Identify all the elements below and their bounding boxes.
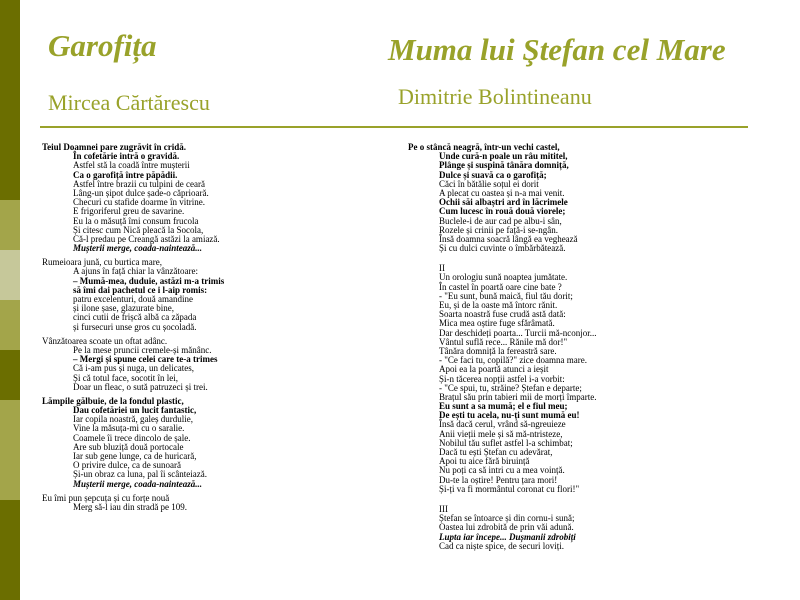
right-poem-title: Muma lui Ştefan cel Mare [388, 32, 726, 67]
poem-line: Unde cură-n poale un râu mititel, [439, 151, 568, 162]
poem-line: Dar deschideți poarta... Turcii mă-nconjor... [439, 327, 597, 338]
poem-line: Oastea lui zdrobită de prin văi adună. [439, 522, 574, 533]
poem-line: Cad ca niște spice, de securi loviți. [439, 540, 564, 551]
poem-line: Astfel stă la coadă între mușterii [73, 160, 190, 171]
sidebar-band [0, 0, 20, 200]
poem-line: Dacă tu ești Ștefan cu adevărat, [439, 447, 553, 457]
poem-line: Rozele și crinii pe față-i se-ngân. [439, 224, 558, 235]
poem-line: Vântul suflă rece... Rănile mă dor!" [439, 336, 568, 347]
poem-line: Dulce și suavă ca o garofiță; [439, 169, 547, 180]
poem-line: Mușterii merge, coada-naintează... [73, 478, 203, 489]
decorative-sidebar [0, 0, 20, 600]
sidebar-band [0, 250, 20, 300]
sidebar-band [0, 350, 20, 400]
poem-line: Și cu dulci cuvinte o îmbărbătează. [439, 243, 566, 254]
left-poem-author: Mircea Cărtărescu [48, 90, 210, 115]
poem-line: Anii vieții mele și să mă-ntristeze, [439, 428, 563, 439]
poem-line: Nu poți ca să intri cu a mea voință. [439, 465, 565, 476]
poem-line: Și că totul face, socotit în lei, [73, 372, 178, 383]
poem-line: Apoi tu aice fără biruință [439, 456, 530, 467]
poem-line: Astfel între brazii cu tulpini de ceară [73, 178, 205, 189]
poem-line: În castel în poartă oare cine bate ? [439, 281, 562, 292]
poem-line: O privire dulce, ca de sunoară [73, 460, 181, 471]
poem-line: Checuri cu stafide doarme în vitrine. [73, 197, 205, 208]
poem-line: Și citesc cum Nică pleacă la Socola, [73, 224, 204, 235]
poem-line: Brațul său prin tabieri mii de morți împarte. [439, 391, 597, 402]
poem-line: Merg să-l iau din stradă pe 109. [73, 501, 188, 512]
poem-line: Dau cofetăriei un lucit fantastic, [73, 405, 197, 416]
poem-line: Eu îmi pun șepcuța și cu forțe nouă [42, 492, 170, 503]
poem-line: – Mumă-mea, duduie, astăzi m-a trimis [73, 275, 225, 286]
poem-line: Iar sub gene lunge, ca de huricară, [73, 451, 197, 461]
poem-line: Lămpile gălbuie, de la fondul plastic, [42, 395, 184, 406]
poem-line: Apoi ea la poartă atunci a ieșit [439, 364, 549, 375]
poem-line: Ca o garofiță între păpădii. [73, 169, 178, 180]
poem-line: III [439, 503, 448, 514]
poem-line: A ajuns în față chiar la vânzătoare: [73, 266, 198, 277]
poem-line: patru excelenturi, două amandine [73, 294, 193, 304]
poem-line: Eu, și de la oaste mă întorc rănit. [439, 300, 558, 310]
poem-line: Eu sunt a sa mumă; el e fiul meu; [439, 401, 568, 412]
sidebar-band [0, 300, 20, 350]
poem-line: Du-te la oștire! Pentru țara mori! [439, 474, 558, 485]
poem-line: Că-l predau pe Creangă astăzi la amiază. [73, 233, 220, 244]
poem-line: cinci cutii de frișcă albă ca zăpada [73, 312, 197, 323]
poem-line: Lupta iar începe... Dușmanii zdrobiți [439, 531, 576, 542]
header-divider [40, 126, 748, 128]
poem-line: - "Ce faci tu, copilă?" zice doamna mare. [439, 355, 588, 366]
poem-line: Și-ți va fi mormântul coronat cu flori!" [439, 483, 580, 494]
poem-line: Căci în bătălie soțul ei dorit [439, 178, 539, 189]
stanza-gap [408, 494, 768, 505]
stanza-gap [408, 253, 768, 264]
poem-line: De ești tu acela, nu-ți sunt mumă eu! [439, 410, 580, 421]
sidebar-band [0, 400, 20, 500]
poem-line: Mica mea oștire fuge sfărâmată. [439, 318, 555, 329]
poem-line: Eu la o măsuță îmi consum frucola [73, 215, 199, 226]
poem-line: Tânăra domniță la fereastră sare. [439, 345, 557, 356]
poem-line: Teiul Doamnei pare zugrăvit în cridă. [42, 142, 186, 152]
right-poem-text [408, 143, 768, 551]
poem-line: Nobilul tău suflet astfel l-a schimbat; [439, 437, 573, 448]
poem-line: Soarta noastră fuse crudă astă dată: [439, 309, 566, 320]
poem-line: Plânge și suspină tânăra domniță, [439, 160, 569, 171]
sidebar-band [0, 200, 20, 250]
sidebar-band [0, 500, 20, 600]
poem-line: Însă dacă cerul, vrând să-ngreuieze [439, 419, 566, 430]
poem-line: Vine la măsuța-mi cu o saralie. [73, 423, 185, 434]
poem-line: – Mergi și spune celei care te-a trimes [73, 354, 218, 365]
left-poem-text [42, 143, 372, 512]
poem-line: Doar un fleac, o sută patruzeci și trei. [73, 381, 208, 392]
poem-line: E frigoriferul greu de savarine. [73, 206, 185, 217]
poem-line: - "Eu sunt, bună maică, fiul tău dorit; [439, 290, 573, 301]
poem-line: - "Ce spui, tu, străine? Ștefan e departe; [439, 382, 582, 393]
poem-line: Pe la mese pruncii cremele-și mănânc. [73, 344, 212, 355]
poem-line: Însă doamna soacră lângă ea veghează [439, 233, 578, 244]
poem-line: și fursecuri unse gros cu șocoladă. [73, 321, 197, 332]
right-poem-author: Dimitrie Bolintineanu [398, 84, 592, 109]
poem-line: II [439, 263, 445, 274]
poem-line: Cum lucesc în rouă două viorele; [439, 206, 566, 217]
poem-line: Rumeioara jună, cu burtica mare, [42, 257, 162, 268]
poem-line: În cofetărie intră o gravidă. [73, 151, 180, 162]
poem-line: Un orologiu sună noaptea jumătate. [439, 272, 568, 283]
poem-line: să îmi dai pachetul ce i l-aip romis: [73, 284, 208, 295]
left-poem-title: Garofița [48, 28, 157, 63]
poem-line: Buclele-i de aur cad pe albu-i sân, [439, 215, 562, 226]
poem-line: Coamele îi trece dincolo de șale. [73, 432, 191, 443]
poem-line: Și-un obraz ca luna, pal îi scânteiază. [73, 469, 207, 480]
poem-line: Lâng-un șipot dulce șade-o căprioară. [73, 187, 209, 198]
poem-line: Pe o stâncă neagră, într-un vechi castel, [408, 142, 560, 152]
poem-line: Vânzătoarea scoate un oftat adânc. [42, 335, 168, 346]
poem-line: Mușterii merge, coada-naintează... [73, 243, 203, 254]
poem-line: Iar copila noastră, galeș durdulie, [73, 414, 193, 425]
poem-line: Ștefan se întoarce și din cornu-i sună; [439, 513, 575, 524]
poem-line: și ilone șase, glazurate bine, [73, 303, 174, 314]
poem-line: Și-n tăcerea nopții astfel i-a vorbit: [439, 373, 565, 384]
poem-line: Are sub bluziță două portocale [73, 441, 184, 452]
poem-line: Că i-am pus și nuga, un delicates, [73, 363, 194, 374]
poem-line: A plecat cu oastea și n-a mai venit. [439, 187, 565, 198]
poem-line: Ochii săi albaștri ard în lăcrimele [439, 197, 568, 208]
